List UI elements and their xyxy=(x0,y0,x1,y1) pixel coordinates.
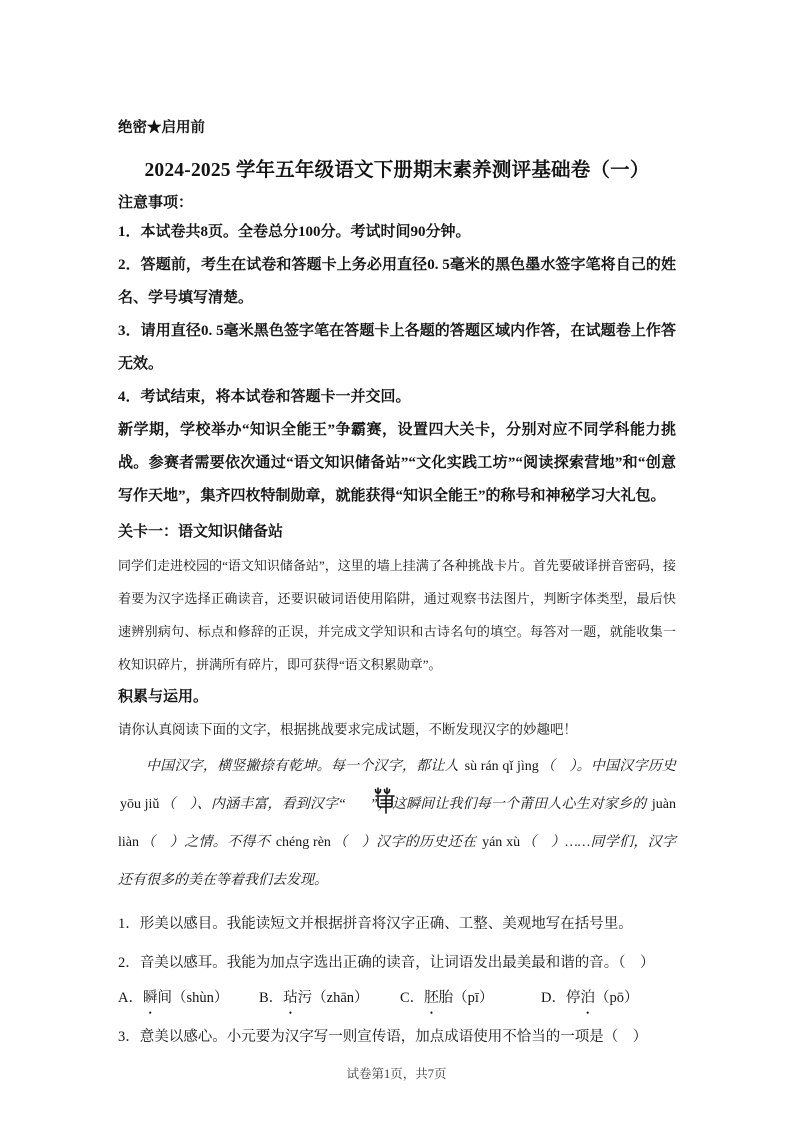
section1-description: 同学们走进校园的“语文知识储备站”，这里的墙上挂满了各种挑战卡片。首先要破译拼音密码，接着要为汉字选择正确读音，还要识破词语使用陷阱，通过观察书法图片，判断字体类型，最后快速辨别病句、标点和修辞的正误，并完成文学知识和古诗名句的填空。每答对一题，就能收集一枚知识碎片，拼满所有碎片，即可获得“语文积累勋章”。 xyxy=(118,558,676,672)
page-footer: 试卷第1页，共7页 xyxy=(346,1067,447,1081)
classification-label: 绝密★启用前 xyxy=(118,120,205,136)
emphasis-dot-char: 胚 xyxy=(424,990,439,1006)
notice-item: 3．请用直径0. 5毫米黑色签字笔在答题卡上各题的答题区域内作答，在试题卷上作答无效。 xyxy=(118,323,676,372)
section1-prompt: 请你认真阅读下面的文字，根据挑战要求完成试题，不断发现汉字的妙趣吧！ xyxy=(118,722,577,737)
answer-option[interactable]: C．胚胎（pī） xyxy=(400,983,541,1013)
question-text: 1．形美以感目。我能读短文并根据拼音将汉字正确、工整、美观地写在括号里。 xyxy=(118,916,633,932)
pinyin-text: yōu jiǔ xyxy=(120,797,160,812)
pinyin-text: sù rán qǐ jìng xyxy=(464,759,539,774)
question-text: 2．音美以感耳。我能为加点字选出正确的读音，让词语发出最美最和谐的音。（ ） xyxy=(118,955,655,971)
passage-text: （ ）、内涵丰富，看到汉字“ xyxy=(161,797,346,812)
pinyin-text: chéng rèn xyxy=(275,835,331,850)
notice-item: 2．答题前，考生在试卷和答题卡上务必用直径0. 5毫米的黑色墨水签字笔将自己的姓名、学号填写清楚。 xyxy=(118,257,676,306)
seal-script-pu-character xyxy=(346,786,370,814)
competition-intro: 新学期，学校举办“知识全能王”争霸赛，设置四大关卡，分别对应不同学科能力挑战。参赛者需要依次通过“语文知识储备站”“文化实践工坊”“阅读探索营地”和“创意写作天地”，集齐四枚特制勋章，就能获得“知识全能王”的称号和神秘学习大礼包。 xyxy=(118,422,676,504)
notice-list xyxy=(118,216,676,414)
page-title: 2024-2025 学年五年级语文下册期末素养测评基础卷（一） xyxy=(144,160,650,181)
answer-option[interactable]: B．玷污（zhān） xyxy=(259,983,400,1013)
passage-text: ”，这瞬间让我们每一个莆田人心生对家乡的 xyxy=(369,797,650,812)
emphasis-dot-char: 泊 xyxy=(580,990,595,1006)
answer-option[interactable]: A．瞬间（shùn） xyxy=(118,983,259,1013)
passage-text: 中国汉字，横竖撇捺有乾坤。每一个汉字，都让人 xyxy=(146,759,463,774)
notice-heading: 注意事项： xyxy=(118,195,194,211)
section1-subheading: 积累与运用。 xyxy=(118,689,209,705)
question-text: 3．意美以感心。小元要为汉字写一则宣传语，加点成语使用不恰当的一项是（ ） xyxy=(118,1029,648,1045)
passage-text: （ ）……同学们，汉字还有很多的美在等着我们去发现。 xyxy=(118,835,677,888)
notice-item: 4．考试结束，将本试卷和答题卡一并交回。 xyxy=(118,389,411,405)
pinyin-text: juàn liàn xyxy=(118,797,676,850)
passage-text: （ ）之情。不得不 xyxy=(141,835,274,850)
pinyin-text: yán xù xyxy=(482,835,521,850)
section1-heading: 关卡一：语文知识储备站 xyxy=(118,524,284,540)
question-list xyxy=(118,909,676,1052)
option-row xyxy=(118,983,676,1013)
emphasis-dot-char: 瞬 xyxy=(142,990,158,1006)
emphasis-dot-char: 玷 xyxy=(283,990,298,1006)
reading-passage xyxy=(118,748,676,900)
answer-option[interactable]: D．停泊（pō） xyxy=(541,983,638,1013)
notice-item: 1．本试卷共8页。全卷总分100分。考试时间90分钟。 xyxy=(118,224,471,240)
passage-text: （ ）汉字的历史还在 xyxy=(332,835,481,850)
passage-text: （ ）。中国汉字历史 xyxy=(540,759,677,774)
